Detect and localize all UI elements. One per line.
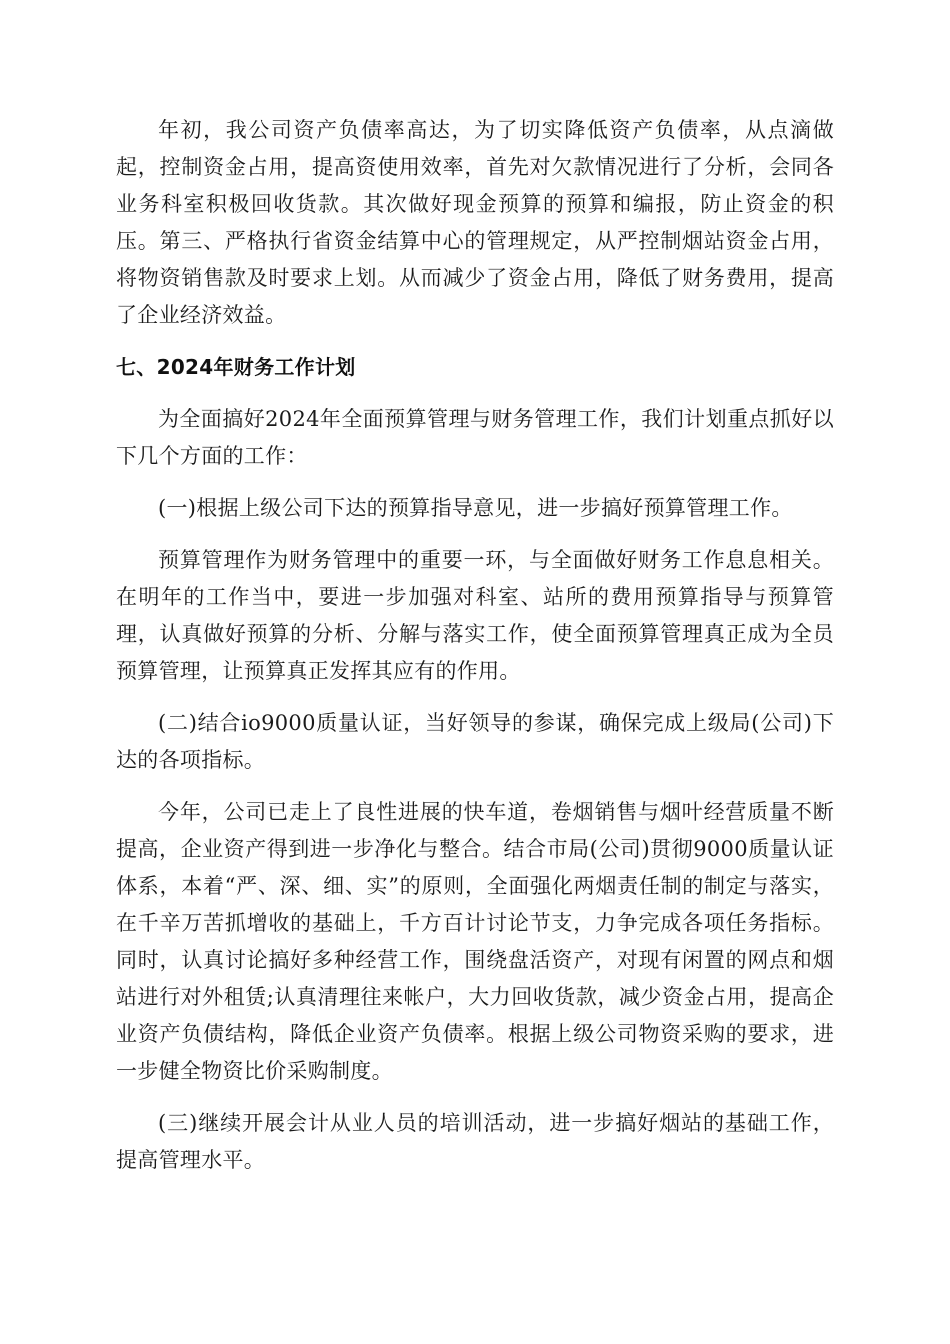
- paragraph-item-3-title: (三)继续开展会计从业人员的培训活动，进一步搞好烟站的基础工作，提高管理水平。: [116, 1111, 834, 1172]
- document-page: [116, 112, 834, 1194]
- paragraph-quality-certification: 今年，公司已走上了良性进展的快车道，卷烟销售与烟叶经营质量不断提高，企业资产得到进一步净化与整合。结合市局(公司)贯彻9000质量认证体系，本着“严、深、细、实”的原则，全面强化两烟责任制的制定与落实，在千辛万苦抓增收的基础上，千方百计讨论节支，力争完成各项任务指标。同时，认真讨论搞好多种经营工作，围绕盘活资产，对现有闲置的网点和烟站进行对外租赁;认真清理往来帐户，大力回收货款，减少资金占用，提高企业资产负债结构，降低企业资产负债率。根据上级公司物资采购的要求，进一步健全物资比价采购制度。: [116, 800, 834, 1083]
- paragraph-plan-intro: 为全面搞好2024年全面预算管理与财务管理工作，我们计划重点抓好以下几个方面的工作：: [116, 407, 834, 468]
- section-heading-2024-plan: 七、2024年财务工作计划: [116, 355, 356, 379]
- paragraph-item-1-title: (一)根据上级公司下达的预算指导意见，进一步搞好预算管理工作。: [158, 496, 793, 520]
- paragraph-budget-management: 预算管理作为财务管理中的重要一环，与全面做好财务工作息息相关。在明年的工作当中，要进一步加强对科室、站所的费用预算指导与预算管理，认真做好预算的分析、分解与落实工作，使全面预算管理真正成为全员预算管理，让预算真正发挥其应有的作用。: [116, 548, 834, 683]
- paragraph-item-2-title: (二)结合io9000质量认证，当好领导的参谋，确保完成上级局(公司)下达的各项指标。: [116, 711, 834, 772]
- paragraph-capital-control: 年初，我公司资产负债率高达，为了切实降低资产负债率，从点滴做起，控制资金占用，提高资使用效率，首先对欠款情况进行了分析，会同各业务科室积极回收货款。其次做好现金预算的预算和编报，防止资金的积压。第三、严格执行省资金结算中心的管理规定，从严控制烟站资金占用，将物资销售款及时要求上划。从而减少了资金占用，降低了财务费用，提高了企业经济效益。: [116, 118, 834, 327]
